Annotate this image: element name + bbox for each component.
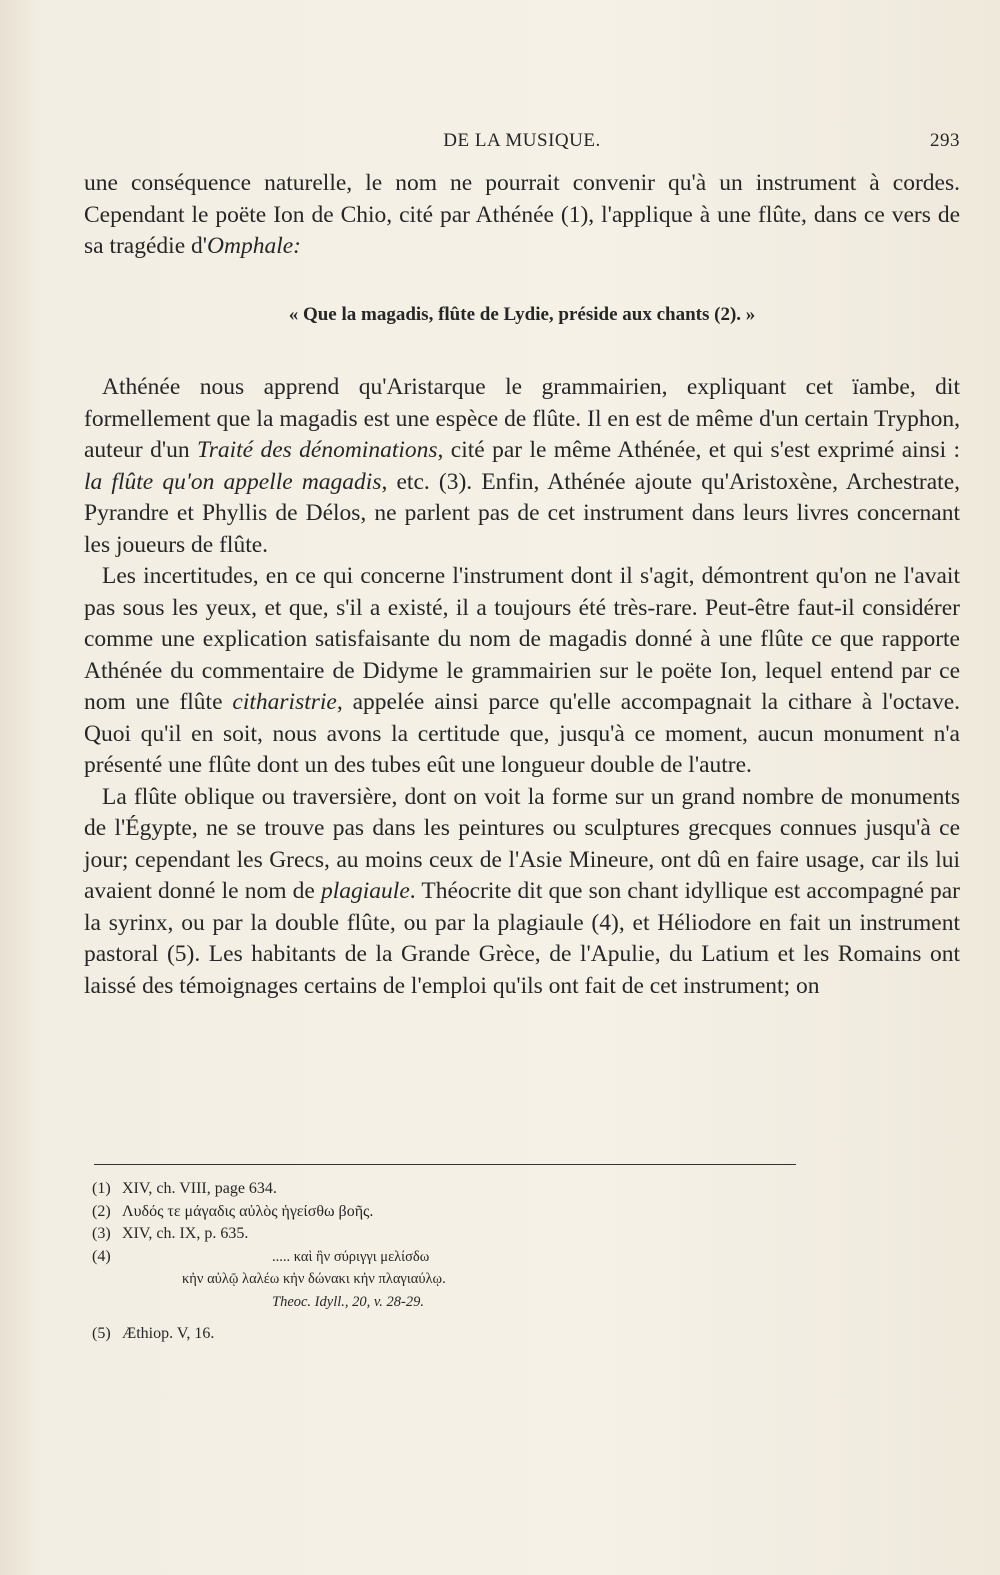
main-text (84, 168, 960, 1002)
footnote-4-verse-2: κἠν αὐλῷ λαλέω κἠν δώνακι κἠν πλαγιαύλῳ. (182, 1271, 446, 1287)
footnote-1: (1) XIV, ch. VIII, page 634. (92, 1180, 277, 1197)
footnote-3: (3) XIV, ch. IX, p. 635. (92, 1225, 249, 1242)
term-plagiaule: plagiaule (320, 878, 410, 904)
running-title: DE LA MUSIQUE. (443, 130, 601, 151)
footnote-divider (94, 1164, 796, 1165)
running-header (84, 130, 960, 160)
paragraph-3: Les incertitudes, en ce qui concerne l'instrument dont il s'agit, démontrent qu'on ne l'avait pas sous les yeux, et que, s'il a existé, il a toujours été très-rare. Peut-être faut-il considérer comme une explication satisfaisante du nom de magadis donné à une flûte ce que rapporte Athénée du commentaire de Didyme le grammairien sur le poëte Ion, lequel entend par ce nom une flûte citharistrie, appelée ainsi parce qu'elle accompagnait la cithare à l'octave. Quoi qu'il en soit, nous avons la certitude que, jusqu'à ce moment, aucun monument n'a présenté une flûte dont un des tubes eût une longueur double de l'autre. (84, 563, 961, 778)
footnote-4-citation: Theoc. Idyll., 20, v. 28-29. (272, 1293, 424, 1310)
verse-quotation: « Que la magadis, flûte de Lydie, préside aux chants (2). » (288, 303, 756, 325)
footnote-5: (5) Æthiop. V, 16. (92, 1325, 215, 1342)
page-number: 293 (930, 130, 960, 151)
footnote-4: (4) ..... καὶ ἣν σύριγγι μελίσδω κἠν αὐλῷ λαλέω κἠν δώνακι κἠν πλαγιαύλῳ. Theoc. Idyll., 20, v. 28-29. (92, 1246, 812, 1314)
term-citharistrie: citharistrie (232, 689, 337, 715)
footnotes (92, 1178, 812, 1346)
footnote-2: (2) Λυδός τε μάγαδις αὐλὸς ἡγείσθω βοῆς. (92, 1202, 374, 1220)
work-title-omphale: Omphale: (207, 233, 301, 259)
paragraph-2: Athénée nous apprend qu'Aristarque le grammairien, expliquant cet ïambe, dit formellement que la magadis est une espèce de flûte. Il en est de même d'un certain Tryphon, auteur d'un Traité des dénominations, cité par le même Athénée, et qui s'est exprimé ainsi : la flûte qu'on appelle magadis, etc. (3). Enfin, Athénée ajoute qu'Aristoxène, Archestrate, Pyrandre et Phyllis de Délos, ne parlent pas de cet instrument dans leurs livres concernant les joueurs de flûte. (84, 374, 960, 558)
paragraph-4: La flûte oblique ou traversière, dont on voit la forme sur un grand nombre de monuments de l'Égypte, ne se trouve pas dans les peintures ou sculptures grecques connues jusqu'à ce jour; cependant les Grecs, au moins ceux de l'Asie Mineure, ont dû en faire usage, car ils lui avaient donné le nom de plagiaule. Théocrite dit que son chant idyllique est accompagné par la syrinx, ou par la double flûte, ou par la plagiaule (4), et Héliodore en fait un instrument pastoral (5). Les habitants de la Grande Grèce, de l'Apulie, du Latium et les Romains ont laissé des témoignages certains de l'emploi qu'ils ont fait de cet instrument; on (84, 783, 961, 999)
footnote-4-verse-1: ..... καὶ ἣν σύριγγι μελίσδω (272, 1248, 430, 1265)
quoted-phrase: la flûte qu'on appelle magadis (84, 468, 382, 495)
work-title-traite: Traité des dénominations (196, 437, 438, 463)
paragraph-1: une conséquence naturelle, le nom ne pourrait convenir qu'à un instrument à cordes. Cependant le poëte Ion de Chio, cité par Athénée (1), l'applique à une flûte, dans ce vers de sa tragédie d'Omphale: (84, 170, 960, 259)
